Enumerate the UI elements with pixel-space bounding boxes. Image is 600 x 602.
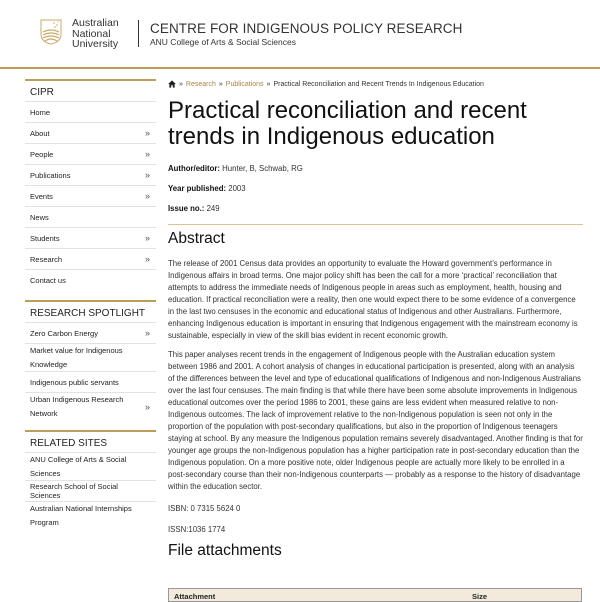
abstract-paragraph: This paper analyses recent trends in the engagement of Indigenous people with the Australian education system between 1986 and 2001. A cohort analysis of changes in educational participation is presented, along with an analysis of the differences between the level and type of educational qualifications of Indigenous and non-Indigenous Australians over the last four censuses. The main finding is that while there have been some absolute improvements in Indigenous educational outcomes over the period 1986 to 2001, these gains are less evident when measured relative to non-Indigenous outcomes. The lack of improvement relative to the non-Indigenous population is seen not only in the proportion of the population with post-secondary qualifications, but also in the proportion of Indigenous teenagers staying at school. By any measure the Indigenous population remains severely disadvantaged. Another finding is that for younger age groups the non-Indigenous population has a higher participation rate in post-secondary education than the Indigenous population. On a more positive note, older Indigenous people are actually more likely to be enrolled in a post-secondary course than their non-Indigenous counterparts — probably as a response to the history of disadvantage within the education sector. <box>168 350 583 491</box>
research-spotlight <box>25 300 156 421</box>
sidebar-item-students[interactable] <box>25 228 156 249</box>
logo-line: Australian <box>72 17 119 29</box>
sidebar-item-label: People <box>30 149 54 159</box>
page-title: Practical reconciliation and recent trends in Indigenous education <box>168 97 527 150</box>
isbn: ISBN: 0 7315 5624 0 <box>168 504 241 513</box>
spotlight-item-market-value[interactable] <box>25 344 156 372</box>
logo-line: University <box>72 38 119 50</box>
related-item-rsss[interactable] <box>25 481 156 502</box>
year-value: 2003 <box>228 184 246 193</box>
sidebar-item-people[interactable] <box>25 144 156 165</box>
research-spotlight-title: RESEARCH SPOTLIGHT <box>25 302 156 323</box>
issn: ISSN:1036 1774 <box>168 525 226 534</box>
sidebar-item-events[interactable] <box>25 186 156 207</box>
divider <box>168 224 583 225</box>
header-divider <box>138 20 139 47</box>
spotlight-item-label: Urban Indigenous Research Network <box>30 395 124 418</box>
sidebar-item-about[interactable] <box>25 123 156 144</box>
sidebar <box>25 79 156 539</box>
issue-value: 249 <box>206 204 220 213</box>
cipr-menu <box>25 79 156 291</box>
site-title[interactable]: CENTRE FOR INDIGENOUS POLICY RESEARCH <box>150 21 463 36</box>
breadcrumb-separator: » <box>179 80 183 88</box>
sidebar-item-label: Events <box>30 191 53 201</box>
spotlight-item-zero-carbon-energy[interactable] <box>25 323 156 344</box>
spotlight-item-public-servants[interactable] <box>25 372 156 393</box>
site-header <box>0 0 600 69</box>
chevron-right-icon[interactable]: » <box>144 170 150 180</box>
home-icon[interactable] <box>168 80 176 88</box>
anu-crest-icon[interactable] <box>40 19 62 45</box>
breadcrumb-separator: » <box>266 80 271 88</box>
sidebar-item-label: Home <box>30 107 51 117</box>
related-sites <box>25 430 156 530</box>
related-item-label: Research School of Social Sciences <box>30 482 118 500</box>
issue-label: Issue no.: <box>168 204 205 213</box>
cipr-menu-title: CIPR <box>25 81 156 102</box>
chevron-right-icon[interactable]: » <box>144 254 150 264</box>
breadcrumb <box>168 78 583 90</box>
sidebar-item-label: Contact us <box>30 276 66 285</box>
sidebar-item-label: Students <box>30 233 60 243</box>
author-field <box>168 164 583 172</box>
breadcrumb-research[interactable]: Research <box>185 80 216 88</box>
author-value: Hunter, B, Schwab, RG <box>222 164 303 173</box>
chevron-right-icon[interactable]: » <box>144 233 150 243</box>
sidebar-item-label: Research <box>30 254 63 264</box>
sidebar-item-label: Publications <box>30 170 71 180</box>
file-attachments-heading: File attachments <box>168 542 282 559</box>
sidebar-item-home[interactable] <box>25 102 156 123</box>
related-item-label: ANU College of Arts & Social Sciences <box>30 454 127 478</box>
year-label: Year published: <box>168 184 227 193</box>
related-item-cass[interactable] <box>25 453 156 481</box>
chevron-right-icon[interactable]: » <box>144 402 150 412</box>
sidebar-item-publications[interactable] <box>25 165 156 186</box>
issue-field <box>168 204 583 212</box>
sidebar-item-research[interactable] <box>25 249 156 270</box>
anu-logo-text[interactable] <box>72 18 119 50</box>
sidebar-item-label: News <box>30 212 49 222</box>
breadcrumb-separator: » <box>218 80 223 88</box>
abstract-heading: Abstract <box>168 230 225 247</box>
author-label: Author/editor: <box>168 164 220 173</box>
column-header-attachment[interactable]: Attachment <box>174 592 216 601</box>
breadcrumb-current: Practical Reconciliation and Recent Trends In Indigenous Education <box>273 80 484 88</box>
column-header-size[interactable]: Size <box>472 592 488 601</box>
breadcrumb-publications[interactable]: Publications <box>225 80 264 88</box>
related-item-anip[interactable] <box>25 502 156 530</box>
chevron-right-icon[interactable]: » <box>144 149 150 159</box>
spotlight-item-label: Market value for Indigenous Knowledge <box>30 345 123 369</box>
chevron-right-icon[interactable]: » <box>144 128 150 138</box>
logo-line: National <box>72 27 111 40</box>
sidebar-item-news[interactable] <box>25 207 156 228</box>
spotlight-item-urban-network[interactable] <box>25 393 156 421</box>
main-content <box>168 78 583 562</box>
chevron-right-icon[interactable]: » <box>144 191 150 201</box>
year-field <box>168 184 583 192</box>
sidebar-item-contact-us[interactable] <box>25 270 156 291</box>
related-item-label: Australian National Internships Program <box>30 504 132 527</box>
spotlight-item-label: Zero Carbon Energy <box>30 328 98 338</box>
related-sites-title: RELATED SITES <box>25 432 156 453</box>
spotlight-item-label: Indigenous public servants <box>30 377 119 387</box>
sidebar-item-label: About <box>30 128 50 138</box>
abstract-paragraph: The release of 2001 Census data provides an opportunity to evaluate the Howard government’s performance in Indigenous affairs in broad terms. One major policy shift has been the call for a more ‘practical’ reconciliation that attempts to address the immediate needs of Indigenous people in areas such as employment, health, housing and education. If practical reconciliation were a reality, then one would expect there to be some evidence of a convergence in the last two censuses in the economic and educational status of Indigenous and other Australians. Furthermore, enhancing Indigenous education is important in ensuring that Indigenous engagement with the mainstream economy is sustainable, especially in view of the skill bias evident in recent economic growth. <box>168 259 578 340</box>
site-subtitle[interactable]: ANU College of Arts & Social Sciences <box>150 37 296 47</box>
chevron-right-icon[interactable]: » <box>144 328 150 338</box>
